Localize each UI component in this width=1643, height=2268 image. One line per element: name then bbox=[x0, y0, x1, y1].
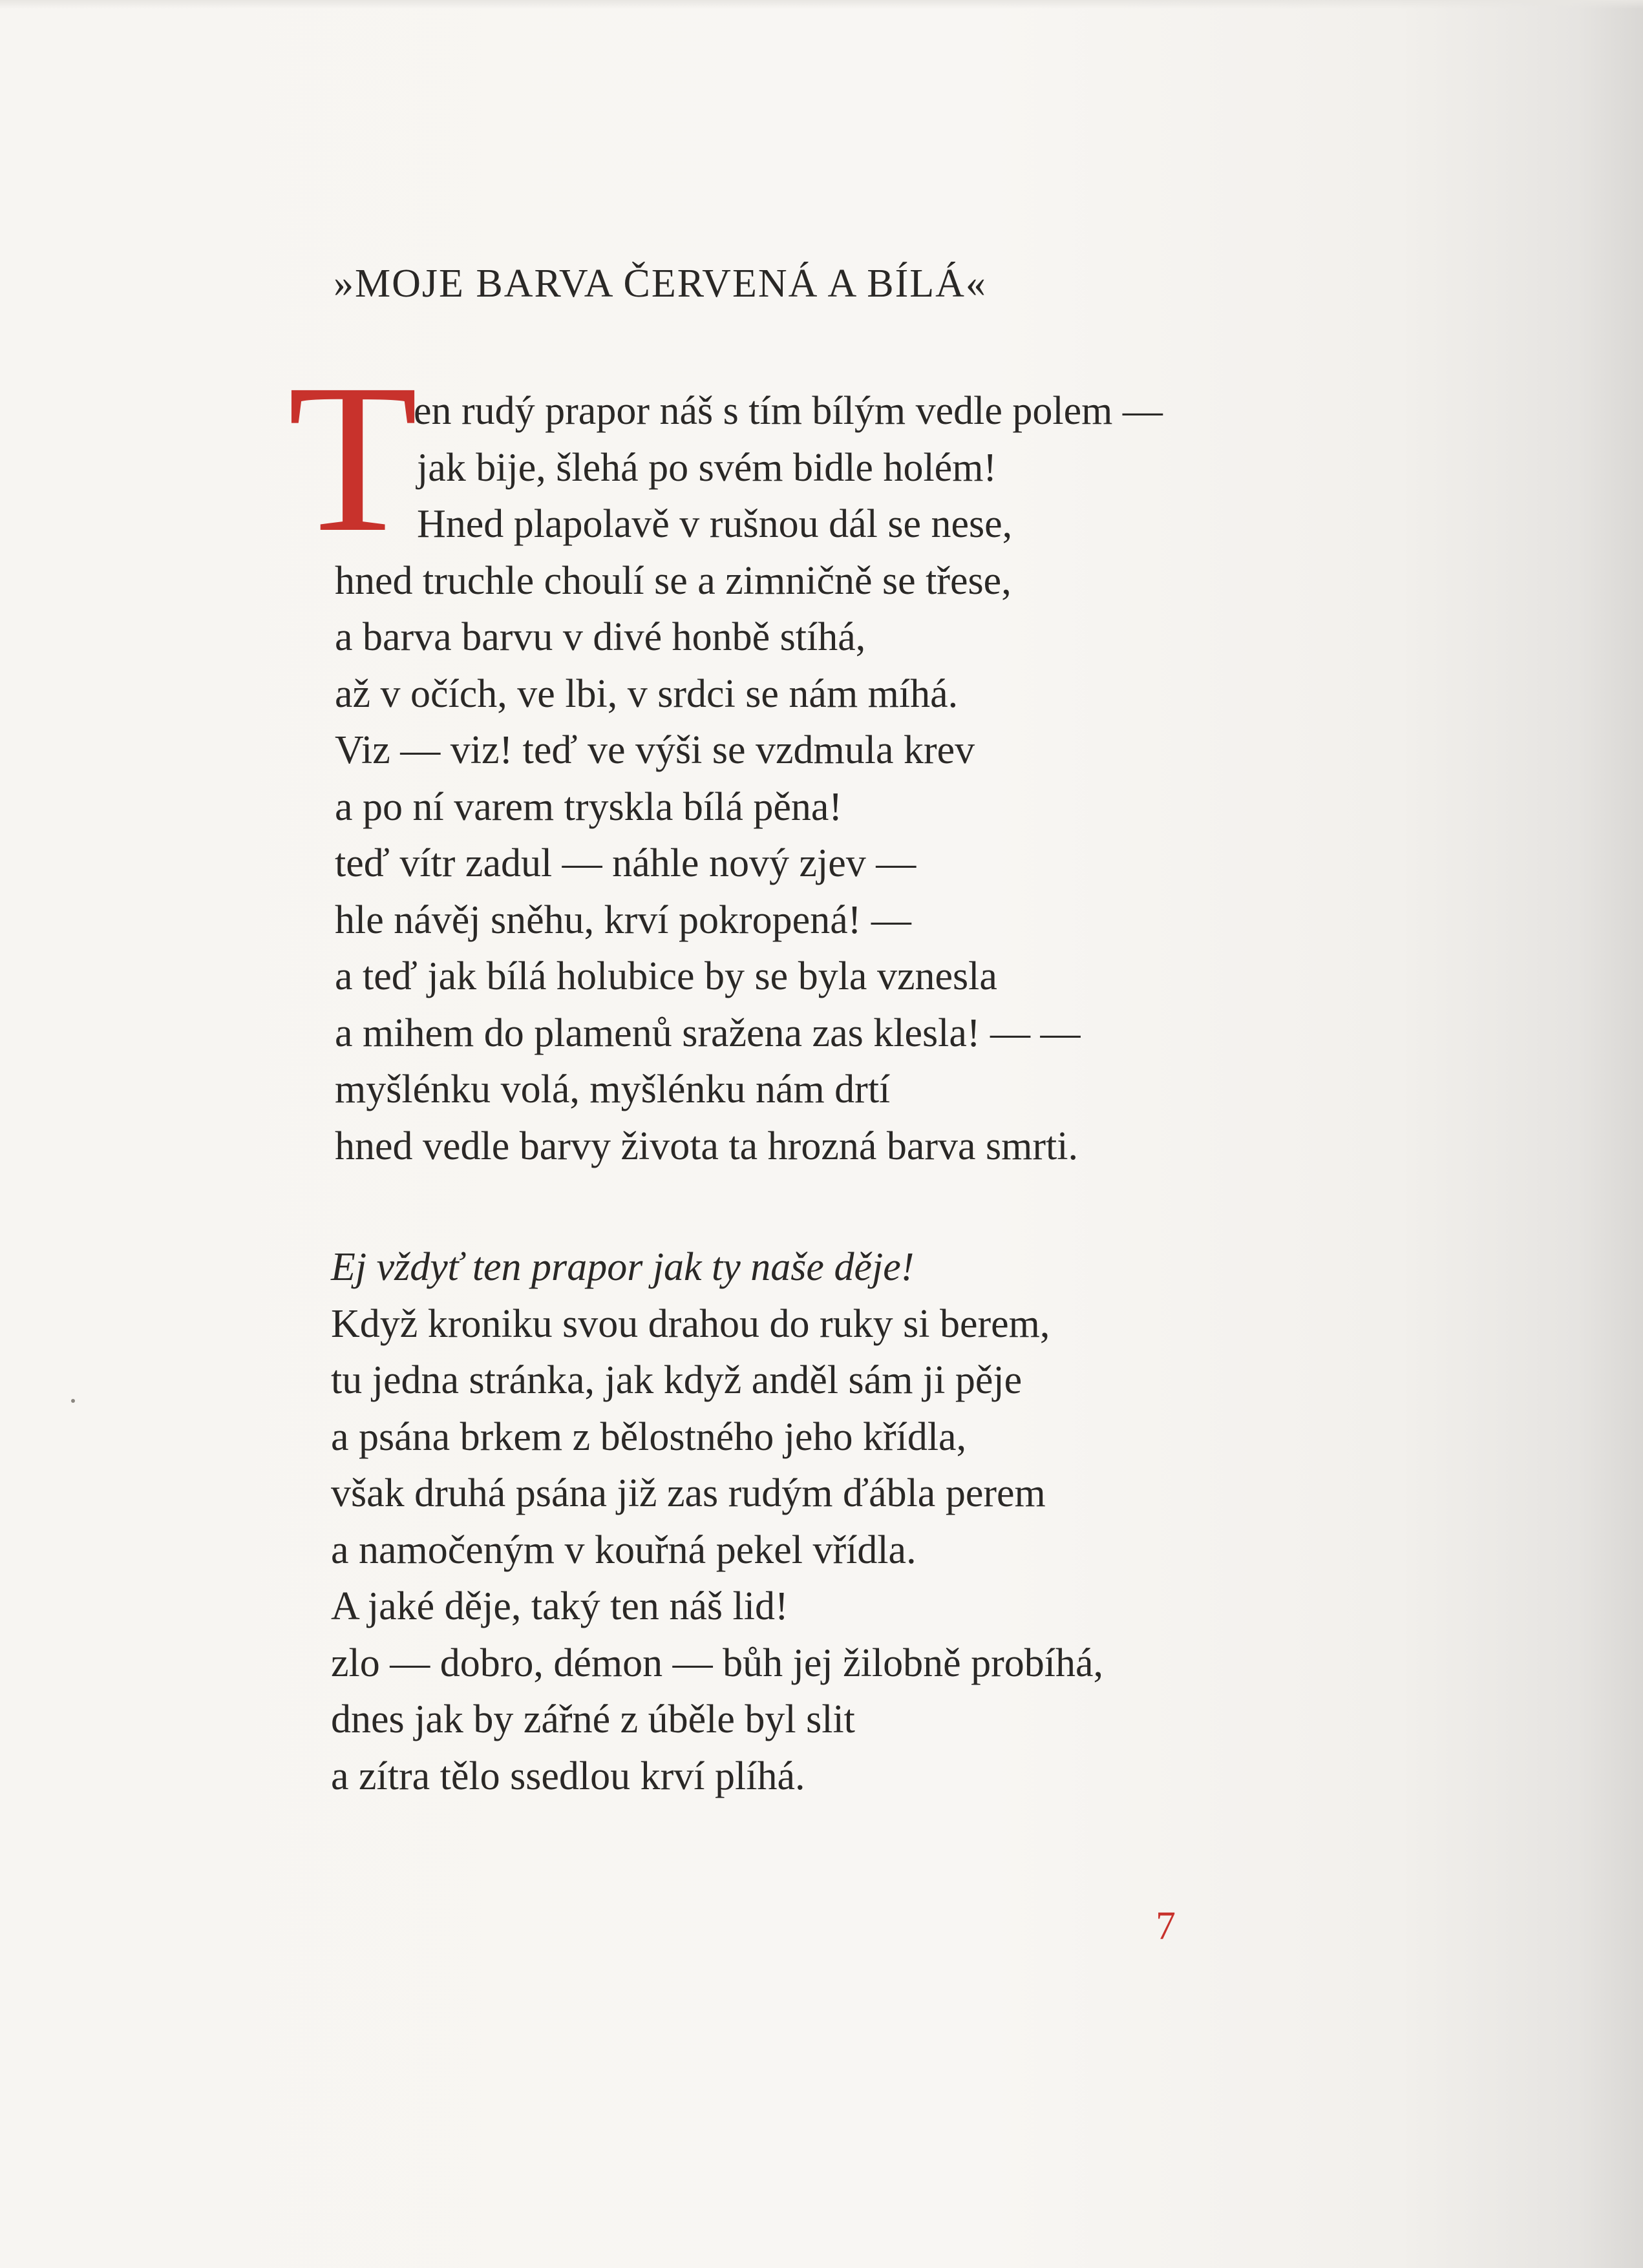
stanza2-line-3: tu jedna stránka, jak když anděl sám ji pěje bbox=[331, 1358, 1023, 1402]
stanza1-line-12: a mihem do plamenů sražena zas klesla! — — bbox=[335, 1011, 1081, 1055]
stanza1-line-11: a teď jak bílá holubice by se byla vznesla bbox=[335, 954, 997, 998]
stanza2-line-4: a psána brkem z bělostného jeho křídla, bbox=[331, 1415, 967, 1459]
stanza1-line-8: a po ní varem tryskla bílá pěna! bbox=[335, 785, 843, 829]
drop-cap: T bbox=[288, 341, 418, 576]
stanza2-line-10: a zítra tělo ssedlou krví plíhá. bbox=[331, 1754, 805, 1798]
stanza1-line-7: Viz — viz! teď ve výši se vzdmula krev bbox=[335, 728, 975, 772]
stanza1-line-13: myšlénku volá, myšlénku nám drtí bbox=[335, 1067, 891, 1111]
stanza2-line-9: dnes jak by zářné z úběle byl slit bbox=[331, 1697, 855, 1741]
poem-title: »MOJE BARVA ČERVENÁ A BÍLÁ« bbox=[334, 262, 987, 306]
stanza1-line-2: jak bije, šlehá po svém bidle holém! bbox=[417, 446, 997, 490]
stanza2-line-6: a namočeným v kouřná pekel vřídla. bbox=[331, 1528, 917, 1572]
stanza1-line-1: en rudý prapor náš s tím bílým vedle polem — bbox=[414, 389, 1163, 433]
stanza1-line-3: Hned plapolavě v rušnou dál se nese, bbox=[417, 502, 1013, 546]
stanza1-line-5: a barva barvu v divé honbě stíhá, bbox=[335, 615, 866, 659]
stanza2-line-5: však druhá psána již zas rudým ďábla perem bbox=[331, 1471, 1046, 1515]
stanza1-line-14: hned vedle barvy života ta hrozná barva smrti. bbox=[335, 1124, 1078, 1168]
stanza2-line-1: Ej vždyť ten prapor jak ty naše děje! bbox=[331, 1245, 915, 1289]
stanza2-line-8: zlo — dobro, démon — bůh jej žilobně probíhá, bbox=[331, 1641, 1103, 1685]
stanza1-line-6: až v očích, ve lbi, v srdci se nám míhá. bbox=[335, 672, 959, 716]
stanza2-line-2: Když kroniku svou drahou do ruky si berem, bbox=[331, 1302, 1050, 1346]
page-number: 7 bbox=[1156, 1904, 1176, 1948]
stanza1-line-4: hned truchle choulí se a zimničně se třese, bbox=[335, 559, 1012, 603]
stanza1-line-9: teď vítr zadul — náhle nový zjev — bbox=[335, 841, 917, 885]
stanza1-line-10: hle návěj sněhu, krví pokropená! — bbox=[335, 898, 911, 942]
stanza2-line-7: A jaké děje, taký ten náš lid! bbox=[331, 1584, 789, 1628]
